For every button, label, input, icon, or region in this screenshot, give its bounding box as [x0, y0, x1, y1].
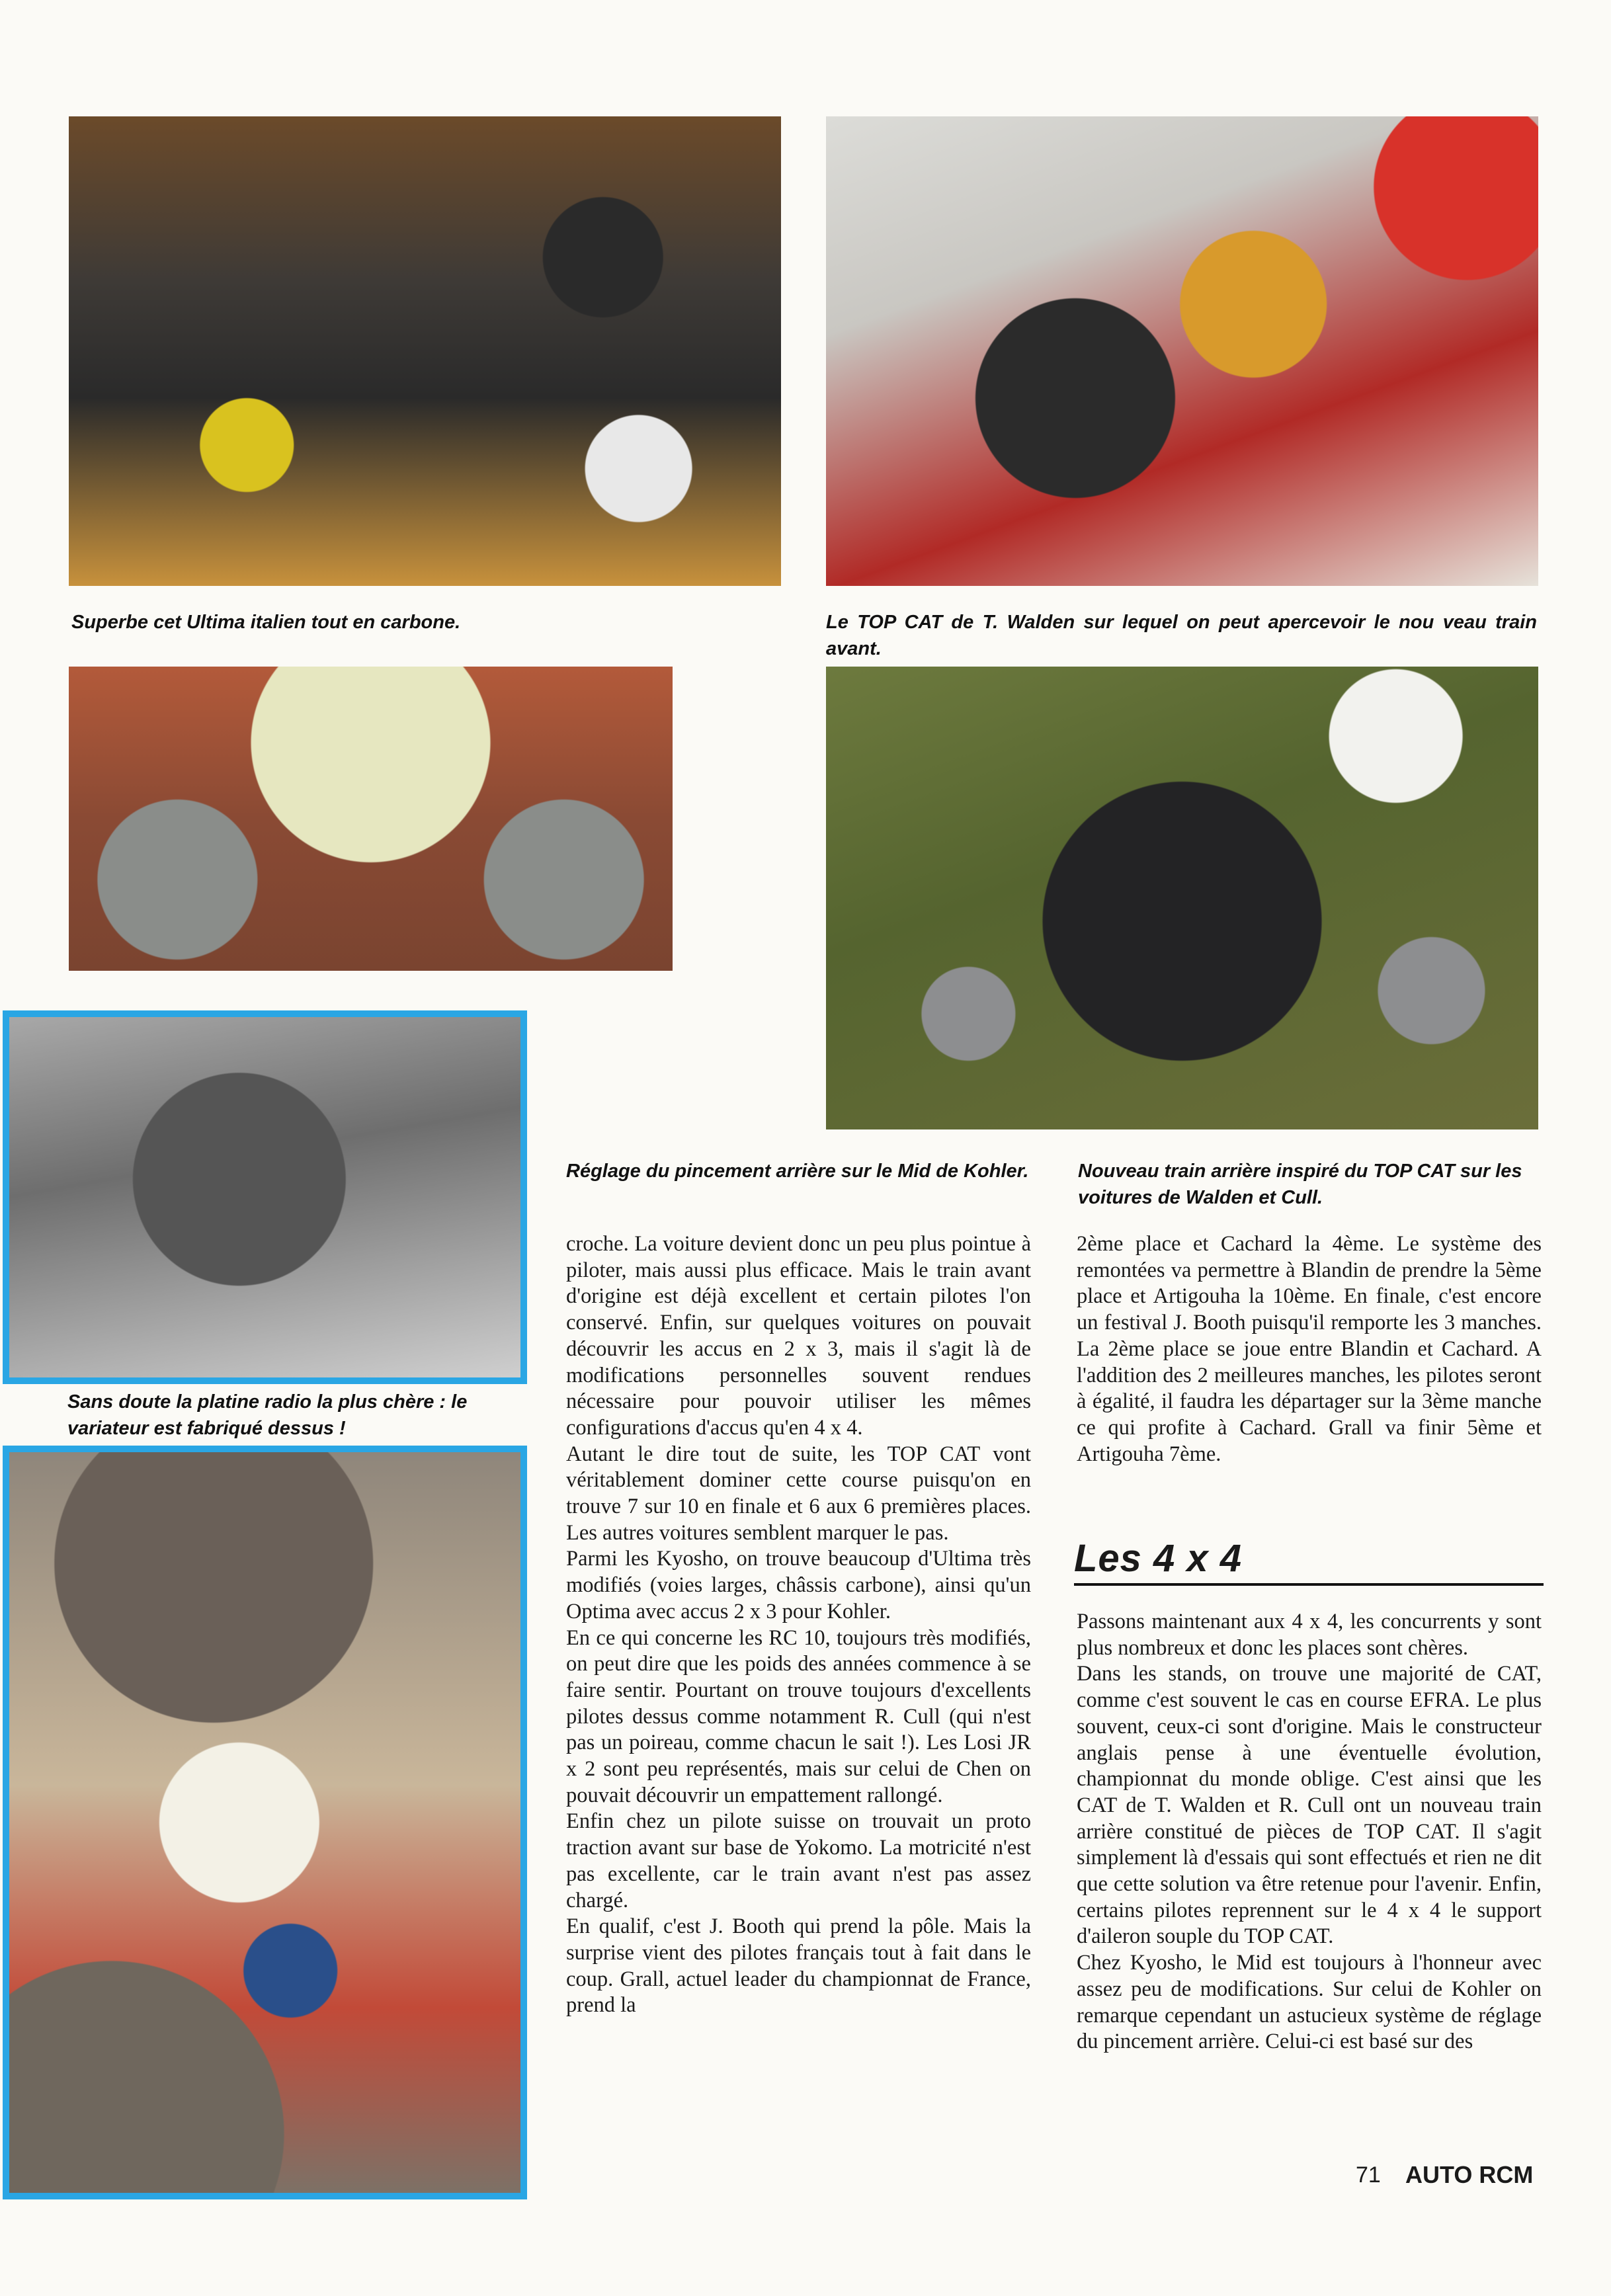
section-title: Les 4 x 4 [1074, 1536, 1544, 1586]
photo-front-train-closeup [3, 1446, 527, 2199]
paragraph: Enfin chez un pilote suisse on trouvait un proto traction avant sur base de Yokomo. La motricité n'est pas excellente, car le train avant n'est pas assez chargé. [566, 1809, 1031, 1912]
paragraph: Parmi les Kyosho, on trouve beaucoup d'Ultima très modifiés (voies larges, châssis carbone), ainsi qu'un Optima avec accus 2 x 3 pour Kohler. [566, 1547, 1031, 1623]
photo-radio-platine [3, 1010, 527, 1384]
photo-ultima-carbone [69, 116, 781, 586]
caption-photo3: Réglage du pincement arrière sur le Mid de Kohler. [566, 1161, 1029, 1182]
paragraph: En ce qui concerne les RC 10, toujours très modifiés, on peut dire que les poids des années commence à se faire sentir. Pourtant on trouve toujours d'excellents pilotes dessus comme notamment R. Cull (qui n'est pas un poireau, comme chacun le sait !). Les Losi JR x 2 sont peu représentés, mais sur celui de Chen on pouvait découvrir un empattement rallongé. [566, 1625, 1031, 1807]
page-number: 71 [1356, 2162, 1381, 2188]
magazine-name: AUTO RCM [1405, 2161, 1534, 2188]
caption-photo2: Le TOP CAT de T. Walden sur lequel on peut apercevoir le nou veau train avant. [826, 612, 1537, 659]
caption-photo4: Nouveau train arrière inspiré du TOP CAT sur les voitures de Walden et Cull. [1078, 1161, 1522, 1208]
paragraph: En qualif, c'est J. Booth qui prend la pôle. Mais la surprise vient des pilotes français tout à fait dans le coup. Grall, actuel leader du championnat de France, prend la [566, 1914, 1031, 2018]
paragraph: 2ème place et Cachard la 4ème. Le système des remontées va permettre à Blandin de prendre la 5ème place et Artigouha la 10ème. En finale, c'est encore un festival J. Booth puisqu'il remporte les 3 manches. La 2ème place se joue entre Blandin et Cachard. A l'addition des 2 meilleures manches, les pilotes seront à égalité, il faudra les départager sur la 3ème manche ce qui profite à Cachard. Grall va finir 5ème et Artigouha 7ème. [1077, 1232, 1542, 1466]
article-column-right-bottom [1077, 1609, 1542, 2055]
paragraph: Dans les stands, on trouve une majorité de CAT, comme c'est souvent le cas en course EFRA. Le plus souvent, ceux-ci sont d'origine. Mais le constructeur anglais pense à une éventuelle évolution, championnat du monde oblige. C'est ainsi que les CAT de T. Walden et R. Cull ont un nouveau train arrière constitué de pièces de TOP CAT. Il s'agit simplement là d'essais qui sont effectués et rien ne dit que cette solution va être retenue pour l'avenir. Enfin, certains pilotes reprennent sur le 4 x 4 le support d'aileron souple du TOP CAT. [1077, 1662, 1542, 1949]
caption-photo1: Superbe cet Ultima italien tout en carbone. [71, 612, 461, 633]
paragraph: Passons maintenant aux 4 x 4, les concurrents y sont plus nombreux et donc les places sont chères. [1077, 1610, 1542, 1660]
paragraph: Autant le dire tout de suite, les TOP CAT vont véritablement dominer cette course puisqu'on en trouve 7 sur 10 en finale et 6 aux 6 premières places. Les autres voitures semblent marquer le pas. [566, 1442, 1031, 1545]
article-column-right-top [1077, 1231, 1542, 1467]
paragraph: croche. La voiture devient donc un peu plus pointue à piloter, mais aussi plus efficace. Mais le train avant d'origine est déjà excellent et certain pilotes l'on conservé. Enfin, sur quelques voitures on pouvait découvrir les accus en 2 x 3, mais il s'agit là de modifications personnelles souvent rendues nécessaire pour pouvoir utiliser les mêmes configurations d'accus qu'en 4 x 4. [566, 1232, 1031, 1440]
paragraph: Chez Kyosho, le Mid est toujours à l'honneur avec assez peu de modifications. Sur celui de Kohler on remarque cependant un astucieux système de réglage du pincement arrière. Celui-ci est basé sur des [1077, 1951, 1542, 2054]
photo-mid-kohler-rear [69, 667, 673, 971]
article-column-middle [566, 1231, 1031, 2019]
photo-top-cat-walden [826, 116, 1538, 586]
caption-photo5: Sans doute la platine radio la plus chère : le variateur est fabriqué dessus ! [67, 1391, 468, 1439]
photo-top-cat-grass [826, 667, 1538, 1129]
